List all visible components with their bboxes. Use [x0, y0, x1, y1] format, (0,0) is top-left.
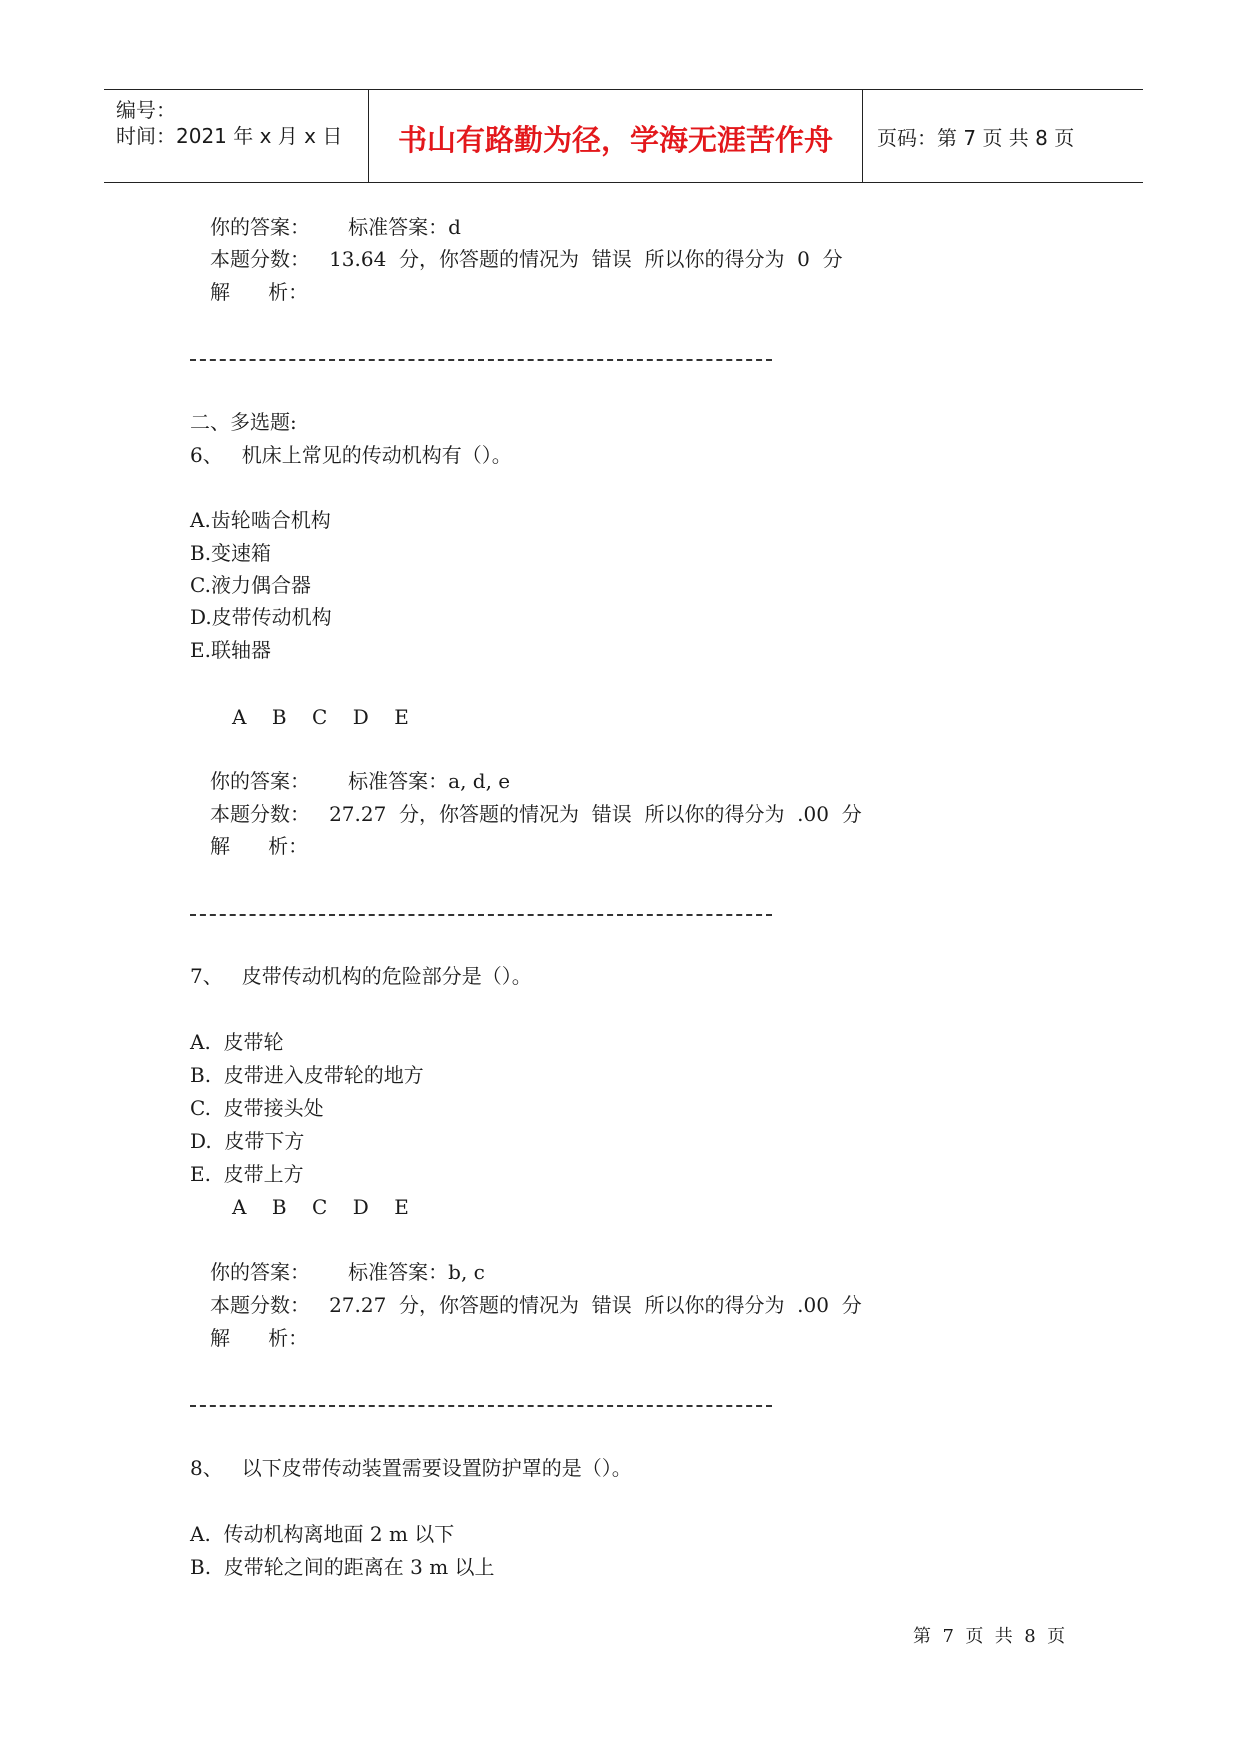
- q7-score-line: 本题分数： 27.27 分，你答题的情况为 错误 所以你的得分为 .00 分: [210, 1293, 862, 1317]
- q6-analysis-line: 解 析：: [210, 834, 309, 858]
- q5-score-line: 本题分数： 13.64 分，你答题的情况为 错误 所以你的得分为 0 分: [210, 247, 843, 271]
- q7-choices: A B C D E: [232, 1195, 409, 1219]
- q7-option-a: A. 皮带轮: [190, 1030, 284, 1054]
- q6-option-c: C.液力偶合器: [190, 573, 311, 597]
- q8-option-a: A. 传动机构离地面 2 m 以下: [190, 1522, 455, 1546]
- q8-option-b: B. 皮带轮之间的距离在 3 m 以上: [190, 1555, 495, 1579]
- q6-option-a: A.齿轮啮合机构: [190, 508, 331, 532]
- q7-stem: 7、 皮带传动机构的危险部分是（）。: [190, 964, 532, 988]
- q5-answer-line: 你的答案： 标准答案：d: [210, 215, 461, 239]
- header-motto: 书山有路勤为径，学海无涯苦作舟: [397, 123, 833, 157]
- q6-choices: A B C D E: [232, 705, 409, 729]
- header-info-cell: [104, 90, 368, 182]
- header-number-label: 编号：: [116, 98, 176, 122]
- q7-option-b: B. 皮带进入皮带轮的地方: [190, 1063, 424, 1087]
- header-page-cell: [863, 90, 1143, 182]
- q6-score-line: 本题分数： 27.27 分，你答题的情况为 错误 所以你的得分为 .00 分: [210, 802, 862, 826]
- q6-option-e: E.联轴器: [190, 638, 271, 662]
- page-footer: 第 7 页 共 8 页: [913, 1626, 1066, 1647]
- q5-analysis-line: 解 析：: [210, 280, 309, 304]
- q7-option-e: E. 皮带上方: [190, 1162, 304, 1186]
- q7-option-d: D. 皮带下方: [190, 1129, 305, 1153]
- header-page-label: 页码：第 7 页 共 8 页: [877, 126, 1075, 150]
- q6-stem: 6、 机床上常见的传动机构有（）。: [190, 443, 512, 467]
- q8-stem: 8、 以下皮带传动装置需要设置防护罩的是（）。: [190, 1456, 632, 1480]
- q7-option-c: C. 皮带接头处: [190, 1096, 324, 1120]
- q6-option-b: B.变速箱: [190, 541, 272, 565]
- section-title: 二、多选题:: [190, 410, 297, 434]
- page-header: [104, 89, 1143, 183]
- header-time-label: 时间：2021 年 x 月 x 日: [116, 124, 343, 148]
- q6-answer-line: 你的答案： 标准答案：a, d, e: [210, 769, 511, 793]
- q7-analysis-line: 解 析：: [210, 1326, 309, 1350]
- q6-option-d: D.皮带传动机构: [190, 605, 332, 629]
- separator-1: [190, 359, 772, 361]
- header-motto-cell: [368, 90, 863, 182]
- separator-3: [190, 1405, 772, 1407]
- separator-2: [190, 914, 772, 916]
- q7-answer-line: 你的答案： 标准答案：b, c: [210, 1260, 485, 1284]
